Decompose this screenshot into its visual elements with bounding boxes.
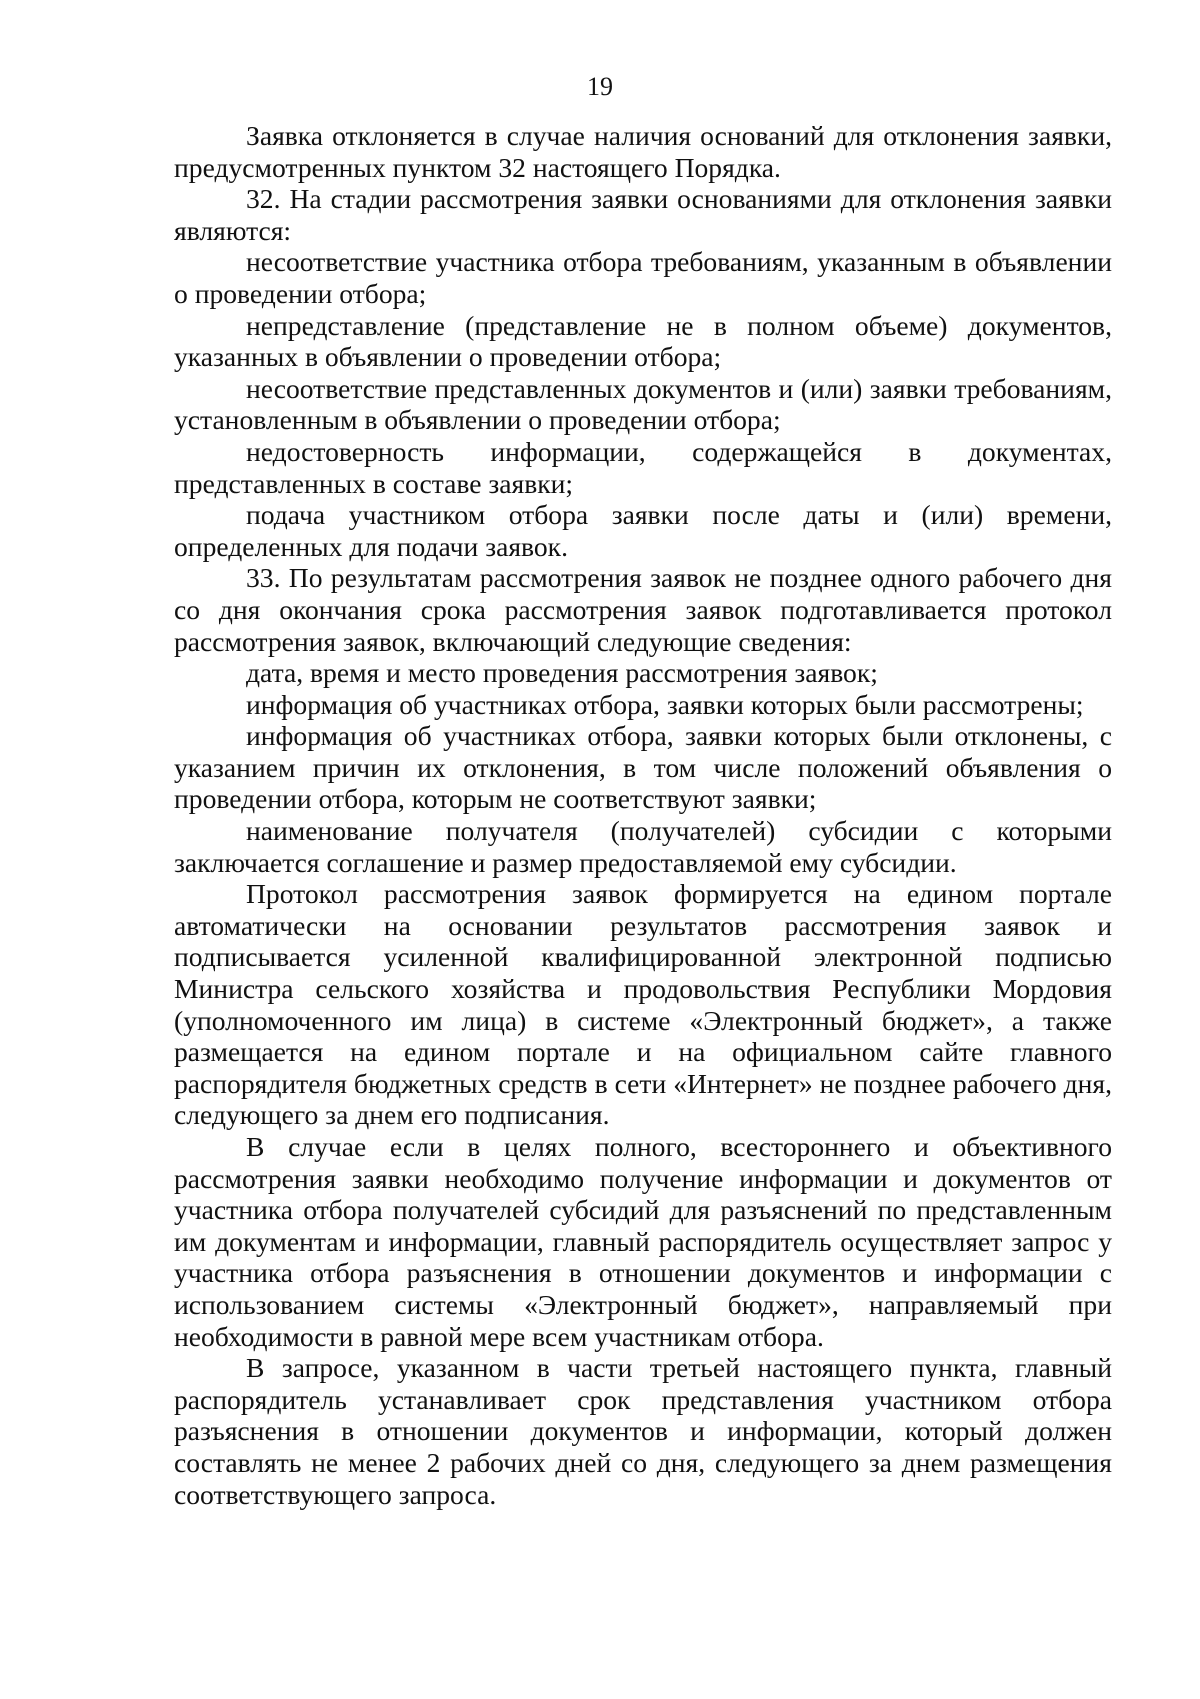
paragraph: несоответствие представленных документов и (или) заявки требованиям, установленным в объявлении о проведении отбора; (174, 372, 1112, 436)
paragraph: информация об участниках отбора, заявки которых были отклонены, с указанием причин их отклонения, в том числе положений объявления о проведении отбора, которым не соответствуют заявки; (174, 720, 1112, 815)
paragraph: подача участником отбора заявки после даты и (или) времени, определенных для подачи заявок. (174, 499, 1112, 562)
page-number: 19 (587, 72, 613, 101)
paragraph: В случае если в целях полного, всестороннего и объективного рассмотрения заявки необходимо получение информации и документов от участника отбора получателей субсидий для разъяснений по представленным им документам и информации, главный распорядитель осуществляет запрос у участника отбора разъяснения в отношении документов и информации с использованием системы «Электронный бюджет», направляемый при необходимости в равной мере всем участникам отбора. (174, 1131, 1112, 1352)
paragraph: 33. По результатам рассмотрения заявок не позднее одного рабочего дня со дня окончания срока рассмотрения заявок подготавливается протокол рассмотрения заявок, включающий следующие сведения: (174, 562, 1112, 657)
paragraph: дата, время и место проведения рассмотрения заявок; (246, 657, 878, 689)
paragraph: Заявка отклоняется в случае наличия оснований для отклонения заявки, предусмотренных пунктом 32 настоящего Порядка. (174, 120, 1112, 183)
document-body (174, 120, 1112, 1510)
paragraph: недостоверность информации, содержащейся в документах, представленных в составе заявки; (174, 435, 1112, 499)
paragraph: Протокол рассмотрения заявок формируется на едином портале автоматически на основании результатов рассмотрения заявок и подписывается усиленной квалифицированной электронной подписью Министра сельского хозяйства и продовольствия Республики Мордовия (уполномоченного им лица) в системе «Электронный бюджет», а также размещается на едином портале и на официальном сайте главного распорядителя бюджетных средств в сети «Интернет» не позднее рабочего дня, следующего за днем его подписания. (174, 878, 1112, 1131)
paragraph: информация об участниках отбора, заявки которых были рассмотрены; (246, 688, 1084, 720)
paragraph: несоответствие участника отбора требованиям, указанным в объявлении о проведении отбора; (174, 246, 1112, 309)
paragraph: В запросе, указанном в части третьей настоящего пункта, главный распорядитель устанавливает срок представления участником отбора разъяснения в отношении документов и информации, который должен составлять не менее 2 рабочих дней со дня, следующего за днем размещения соответствующего запроса. (174, 1352, 1112, 1510)
paragraph: наименование получателя (получателей) субсидии с которыми заключается соглашение и размер предоставляемой ему субсидии. (174, 815, 1112, 878)
paragraph: 32. На стадии рассмотрения заявки основаниями для отклонения заявки являются: (174, 183, 1112, 246)
paragraph: непредставление (представление не в полном объеме) документов, указанных в объявлении о проведении отбора; (174, 309, 1112, 373)
